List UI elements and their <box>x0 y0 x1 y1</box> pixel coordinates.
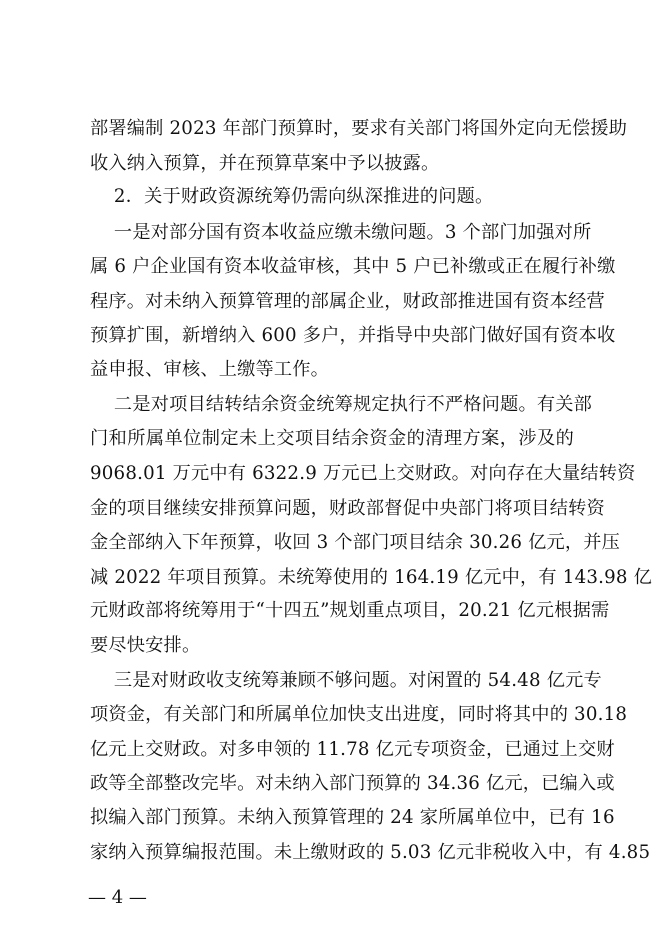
text-line: 亿元上交财政。对多申领的 11.78 亿元专项资金，已通过上交财 <box>90 739 615 760</box>
text-line: 益申报、审核、上缴等工作。 <box>90 359 330 380</box>
text-line: 部署编制 2023 年部门预算时，要求有关部门将国外定向无偿援助 <box>90 118 628 139</box>
text-line: 9068.01 万元中有 6322.9 万元已上交财政。对向存在大量结转资 <box>90 463 636 484</box>
page-number: — 4 — <box>88 887 147 908</box>
text-line: 项资金，有关部门和所属单位加快支出进度，同时将其中的 30.18 <box>90 704 628 725</box>
text-line: 程序。对未纳入预算管理的部属企业，财政部推进国有资本经营 <box>90 291 605 312</box>
text-line: 二是对项目结转结余资金统筹规定执行不严格问题。有关部 <box>90 394 593 415</box>
text-line: 减 2022 年项目预算。未统筹使用的 164.19 亿元中，有 143.98 亿 <box>90 567 653 588</box>
section-heading: 2．关于财政资源统筹仍需向纵深推进的问题。 <box>90 186 494 207</box>
text-line: 元财政部将统筹用于“十四五”规划重点项目，20.21 亿元根据需 <box>90 600 610 621</box>
text-line: 金的项目继续安排预算问题，财政部督促中央部门将项目结转资 <box>90 498 605 519</box>
text-line: 收入纳入预算，并在预算草案中予以披露。 <box>90 153 440 174</box>
text-line: 一是对部分国有资本收益应缴未缴问题。3 个部门加强对所 <box>90 222 592 243</box>
text-line: 三是对财政收支统筹兼顾不够问题。对闲置的 54.48 亿元专 <box>90 670 602 691</box>
text-line: 预算扩围，新增纳入 600 多户，并指导中央部门做好国有资本收 <box>90 325 616 346</box>
text-line: 要尽快安排。 <box>90 635 201 656</box>
text-line: 门和所属单位制定未上交项目结余资金的清理方案，涉及的 <box>90 428 574 449</box>
text-line: 属 6 户企业国有资本收益审核，其中 5 户已补缴或正在履行补缴 <box>90 256 616 277</box>
text-line: 政等全部整改完毕。对未纳入部门预算的 34.36 亿元，已编入或 <box>90 773 615 794</box>
text-line: 拟编入部门预算。未纳入预算管理的 24 家所属单位中，已有 16 <box>90 807 615 828</box>
text-line: 金全部纳入下年预算，收回 3 个部门项目结余 30.26 亿元，并压 <box>90 532 621 553</box>
text-line: 家纳入预算编报范围。未上缴财政的 5.03 亿元非税收入中，有 4.85 <box>90 842 651 863</box>
